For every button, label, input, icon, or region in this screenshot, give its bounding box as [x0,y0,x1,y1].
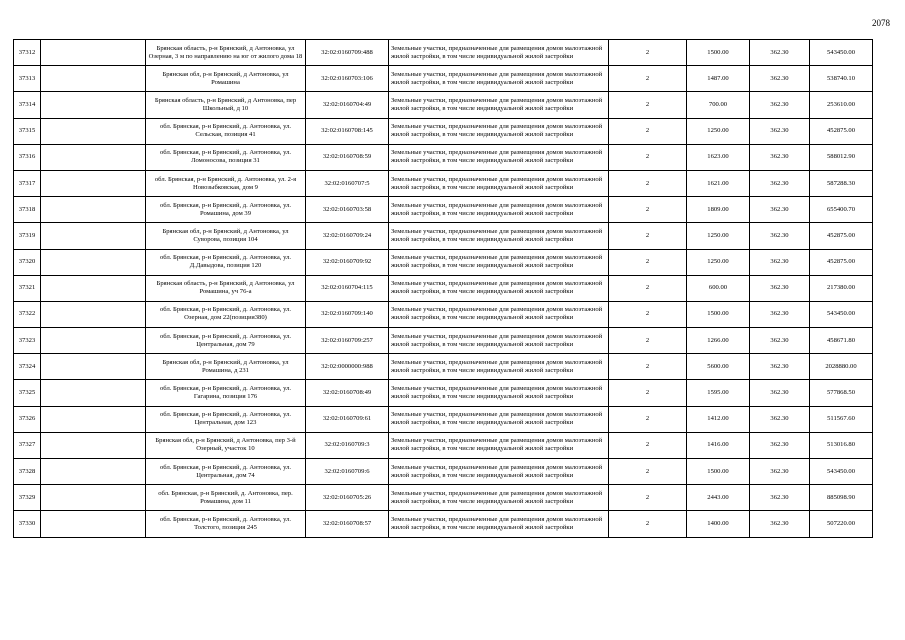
record-number-cell: 37318 [14,197,41,223]
cadastral-value-cell: 588012.90 [810,144,873,170]
record-number-cell: 37314 [14,92,41,118]
address-cell: Брянская обл, р-н Брянский, д Антоновка, пер 3-й Озерный, участок 10 [146,432,306,458]
cadastral-value-cell: 538740.10 [810,66,873,92]
category-cell: 2 [609,170,687,196]
blank-cell [41,170,146,196]
specific-value-cell: 362.30 [750,197,810,223]
area-cell: 1595.00 [687,380,750,406]
specific-value-cell: 362.30 [750,144,810,170]
cadastral-number-cell: 32:02:0160703:106 [306,66,389,92]
record-number-cell: 37324 [14,354,41,380]
address-cell: Брянская область, р-н Брянский, д Антоновка, ул Озерная, 3 м по направлению на юг от жилого дома 18 [146,40,306,66]
permitted-use-cell: Земельные участки, предназначенные для размещения домов малоэтажной жилой застройки, в том числе индивидуальной жилой застройки [389,92,609,118]
category-cell: 2 [609,197,687,223]
permitted-use-cell: Земельные участки, предназначенные для размещения домов малоэтажной жилой застройки, в том числе индивидуальной жилой застройки [389,197,609,223]
table-row [14,485,873,511]
record-number-cell: 37315 [14,118,41,144]
record-number-cell: 37330 [14,511,41,537]
permitted-use-cell: Земельные участки, предназначенные для размещения домов малоэтажной жилой застройки, в том числе индивидуальной жилой застройки [389,485,609,511]
area-cell: 1250.00 [687,249,750,275]
area-cell: 1250.00 [687,223,750,249]
table-row [14,249,873,275]
address-cell: обл. Брянская, р-н Брянский, д. Антоновка, пер. Ромашина, дом 11 [146,485,306,511]
blank-cell [41,354,146,380]
address-cell: Брянская обл, р-н Брянский, д Антоновка, ул Суворова, позиция 104 [146,223,306,249]
cadastral-value-cell: 885098.90 [810,485,873,511]
cadastral-value-cell: 507220.00 [810,511,873,537]
address-cell: обл. Брянская, р-н Брянский, д. Антоновка, ул. Гагарина, позиция 176 [146,380,306,406]
cadastral-value-cell: 577868.50 [810,380,873,406]
blank-cell [41,432,146,458]
blank-cell [41,328,146,354]
table-row [14,92,873,118]
table-row [14,40,873,66]
cadastral-number-cell: 32:02:0160705:26 [306,485,389,511]
area-cell: 1809.00 [687,197,750,223]
permitted-use-cell: Земельные участки, предназначенные для размещения домов малоэтажной жилой застройки, в том числе индивидуальной жилой застройки [389,66,609,92]
specific-value-cell: 362.30 [750,40,810,66]
cadastral-number-cell: 32:02:0160708:145 [306,118,389,144]
cadastral-value-cell: 452875.00 [810,223,873,249]
category-cell: 2 [609,223,687,249]
category-cell: 2 [609,432,687,458]
record-number-cell: 37322 [14,301,41,327]
specific-value-cell: 362.30 [750,459,810,485]
cadastral-number-cell: 32:02:0160708:59 [306,144,389,170]
cadastral-number-cell: 32:02:0160708:49 [306,380,389,406]
area-cell: 1266.00 [687,328,750,354]
table-row [14,406,873,432]
record-number-cell: 37317 [14,170,41,196]
cadastral-value-cell: 217380.00 [810,275,873,301]
record-number-cell: 37325 [14,380,41,406]
blank-cell [41,301,146,327]
address-cell: обл. Брянская, р-н Брянский, д. Антоновка, ул. Толстого, позиция 245 [146,511,306,537]
area-cell: 1412.00 [687,406,750,432]
permitted-use-cell: Земельные участки, предназначенные для размещения домов малоэтажной жилой застройки, в том числе индивидуальной жилой застройки [389,301,609,327]
cadastral-value-cell: 2028880.00 [810,354,873,380]
record-number-cell: 37327 [14,432,41,458]
address-cell: обл. Брянская, р-н Брянский, д. Антоновка, ул. Центральная, дом 74 [146,459,306,485]
cadastral-number-cell: 32:02:0160709:61 [306,406,389,432]
cadastral-number-cell: 32:02:0000000:988 [306,354,389,380]
table-row [14,354,873,380]
area-cell: 1400.00 [687,511,750,537]
cadastral-number-cell: 32:02:0160708:57 [306,511,389,537]
permitted-use-cell: Земельные участки, предназначенные для размещения домов малоэтажной жилой застройки, в том числе индивидуальной жилой застройки [389,40,609,66]
table-row [14,144,873,170]
category-cell: 2 [609,380,687,406]
area-cell: 1250.00 [687,118,750,144]
cadastral-value-cell: 543450.00 [810,301,873,327]
address-cell: обл. Брянская, р-н Брянский, д. Антоновка, ул. Сельская, позиция 41 [146,118,306,144]
area-cell: 1623.00 [687,144,750,170]
land-registry-table [13,39,873,538]
record-number-cell: 37323 [14,328,41,354]
table-row [14,459,873,485]
blank-cell [41,66,146,92]
permitted-use-cell: Земельные участки, предназначенные для размещения домов малоэтажной жилой застройки, в том числе индивидуальной жилой застройки [389,380,609,406]
category-cell: 2 [609,40,687,66]
cadastral-value-cell: 543450.00 [810,40,873,66]
specific-value-cell: 362.30 [750,170,810,196]
blank-cell [41,249,146,275]
address-cell: Брянская область, р-н Брянский, д Антоновка, пер Школьный, д 10 [146,92,306,118]
blank-cell [41,197,146,223]
cadastral-number-cell: 32:02:0160709:6 [306,459,389,485]
category-cell: 2 [609,301,687,327]
permitted-use-cell: Земельные участки, предназначенные для размещения домов малоэтажной жилой застройки, в том числе индивидуальной жилой застройки [389,170,609,196]
permitted-use-cell: Земельные участки, предназначенные для размещения домов малоэтажной жилой застройки, в том числе индивидуальной жилой застройки [389,275,609,301]
table-row [14,380,873,406]
specific-value-cell: 362.30 [750,92,810,118]
blank-cell [41,485,146,511]
record-number-cell: 37328 [14,459,41,485]
address-cell: обл. Брянская, р-н Брянский, д. Антоновка, ул. Ромашина, дом 39 [146,197,306,223]
cadastral-number-cell: 32:02:0160709:3 [306,432,389,458]
address-cell: обл. Брянская, р-н Брянский, д. Антоновка, ул. Озерная, дом 22(позиция380) [146,301,306,327]
permitted-use-cell: Земельные участки, предназначенные для размещения домов малоэтажной жилой застройки, в том числе индивидуальной жилой застройки [389,511,609,537]
permitted-use-cell: Земельные участки, предназначенные для размещения домов малоэтажной жилой застройки, в том числе индивидуальной жилой застройки [389,459,609,485]
cadastral-value-cell: 458671.80 [810,328,873,354]
specific-value-cell: 362.30 [750,406,810,432]
cadastral-value-cell: 587288.30 [810,170,873,196]
address-cell: обл. Брянская, р-н Брянский, д. Антоновка, ул. Ломоносова, позиция 31 [146,144,306,170]
category-cell: 2 [609,459,687,485]
record-number-cell: 37329 [14,485,41,511]
cadastral-number-cell: 32:02:0160704:115 [306,275,389,301]
address-cell: Брянская обл, р-н Брянский, д Антоновка, ул Ромашина [146,66,306,92]
category-cell: 2 [609,328,687,354]
address-cell: обл. Брянская, р-н Брянский, д. Антоновка, ул. Центральная, дом 123 [146,406,306,432]
specific-value-cell: 362.30 [750,249,810,275]
blank-cell [41,40,146,66]
specific-value-cell: 362.30 [750,485,810,511]
table-body [14,40,873,538]
cadastral-number-cell: 32:02:0160709:257 [306,328,389,354]
specific-value-cell: 362.30 [750,354,810,380]
table-row [14,275,873,301]
category-cell: 2 [609,275,687,301]
category-cell: 2 [609,485,687,511]
specific-value-cell: 362.30 [750,511,810,537]
specific-value-cell: 362.30 [750,380,810,406]
specific-value-cell: 362.30 [750,66,810,92]
blank-cell [41,275,146,301]
cadastral-number-cell: 32:02:0160703:58 [306,197,389,223]
cadastral-value-cell: 513016.80 [810,432,873,458]
specific-value-cell: 362.30 [750,301,810,327]
permitted-use-cell: Земельные участки, предназначенные для размещения домов малоэтажной жилой застройки, в том числе индивидуальной жилой застройки [389,118,609,144]
record-number-cell: 37316 [14,144,41,170]
specific-value-cell: 362.30 [750,328,810,354]
cadastral-number-cell: 32:02:0160704:49 [306,92,389,118]
cadastral-number-cell: 32:02:0160709:92 [306,249,389,275]
category-cell: 2 [609,66,687,92]
cadastral-value-cell: 253610.00 [810,92,873,118]
table-row [14,432,873,458]
table-row [14,118,873,144]
address-cell: обл. Брянская, р-н Брянский, д. Антоновка, ул. Центральная, дом 79 [146,328,306,354]
blank-cell [41,223,146,249]
cadastral-value-cell: 655400.70 [810,197,873,223]
cadastral-value-cell: 511567.60 [810,406,873,432]
category-cell: 2 [609,118,687,144]
address-cell: обл. Брянская, р-н Брянский, д. Антоновка, ул. 2-я Новозыбковская, дом 9 [146,170,306,196]
area-cell: 1500.00 [687,40,750,66]
blank-cell [41,459,146,485]
area-cell: 600.00 [687,275,750,301]
permitted-use-cell: Земельные участки, предназначенные для размещения домов малоэтажной жилой застройки, в том числе индивидуальной жилой застройки [389,406,609,432]
area-cell: 1500.00 [687,301,750,327]
blank-cell [41,511,146,537]
table-row [14,197,873,223]
address-cell: Брянская область, р-н Брянский, д Антоновка, ул Ромашина, уч 76-а [146,275,306,301]
table-row [14,328,873,354]
area-cell: 1500.00 [687,459,750,485]
page-number: 2078 [872,18,890,28]
cadastral-number-cell: 32:02:0160709:140 [306,301,389,327]
area-cell: 700.00 [687,92,750,118]
cadastral-value-cell: 452875.00 [810,249,873,275]
cadastral-value-cell: 452875.00 [810,118,873,144]
blank-cell [41,406,146,432]
category-cell: 2 [609,144,687,170]
area-cell: 1487.00 [687,66,750,92]
specific-value-cell: 362.30 [750,432,810,458]
cadastral-number-cell: 32:02:0160709:488 [306,40,389,66]
blank-cell [41,92,146,118]
blank-cell [41,380,146,406]
category-cell: 2 [609,249,687,275]
specific-value-cell: 362.30 [750,223,810,249]
area-cell: 1416.00 [687,432,750,458]
table-row [14,66,873,92]
address-cell: обл. Брянская, р-н Брянский, д. Антоновка, ул. Д.Давыдова, позиция 120 [146,249,306,275]
area-cell: 2443.00 [687,485,750,511]
area-cell: 5600.00 [687,354,750,380]
cadastral-number-cell: 32:02:0160707:5 [306,170,389,196]
record-number-cell: 37312 [14,40,41,66]
record-number-cell: 37320 [14,249,41,275]
category-cell: 2 [609,511,687,537]
permitted-use-cell: Земельные участки, предназначенные для размещения домов малоэтажной жилой застройки, в том числе индивидуальной жилой застройки [389,144,609,170]
address-cell: Брянская обл, р-н Брянский, д Антоновка, ул Ромашина, д 231 [146,354,306,380]
table-row [14,301,873,327]
permitted-use-cell: Земельные участки, предназначенные для размещения домов малоэтажной жилой застройки, в том числе индивидуальной жилой застройки [389,354,609,380]
record-number-cell: 37321 [14,275,41,301]
table-row [14,511,873,537]
category-cell: 2 [609,354,687,380]
blank-cell [41,118,146,144]
record-number-cell: 37313 [14,66,41,92]
permitted-use-cell: Земельные участки, предназначенные для размещения домов малоэтажной жилой застройки, в том числе индивидуальной жилой застройки [389,328,609,354]
cadastral-value-cell: 543450.00 [810,459,873,485]
record-number-cell: 37319 [14,223,41,249]
table-row [14,223,873,249]
specific-value-cell: 362.30 [750,275,810,301]
specific-value-cell: 362.30 [750,118,810,144]
permitted-use-cell: Земельные участки, предназначенные для размещения домов малоэтажной жилой застройки, в том числе индивидуальной жилой застройки [389,223,609,249]
blank-cell [41,144,146,170]
record-number-cell: 37326 [14,406,41,432]
permitted-use-cell: Земельные участки, предназначенные для размещения домов малоэтажной жилой застройки, в том числе индивидуальной жилой застройки [389,432,609,458]
cadastral-number-cell: 32:02:0160709:24 [306,223,389,249]
category-cell: 2 [609,406,687,432]
permitted-use-cell: Земельные участки, предназначенные для размещения домов малоэтажной жилой застройки, в том числе индивидуальной жилой застройки [389,249,609,275]
category-cell: 2 [609,92,687,118]
area-cell: 1621.00 [687,170,750,196]
table-row [14,170,873,196]
